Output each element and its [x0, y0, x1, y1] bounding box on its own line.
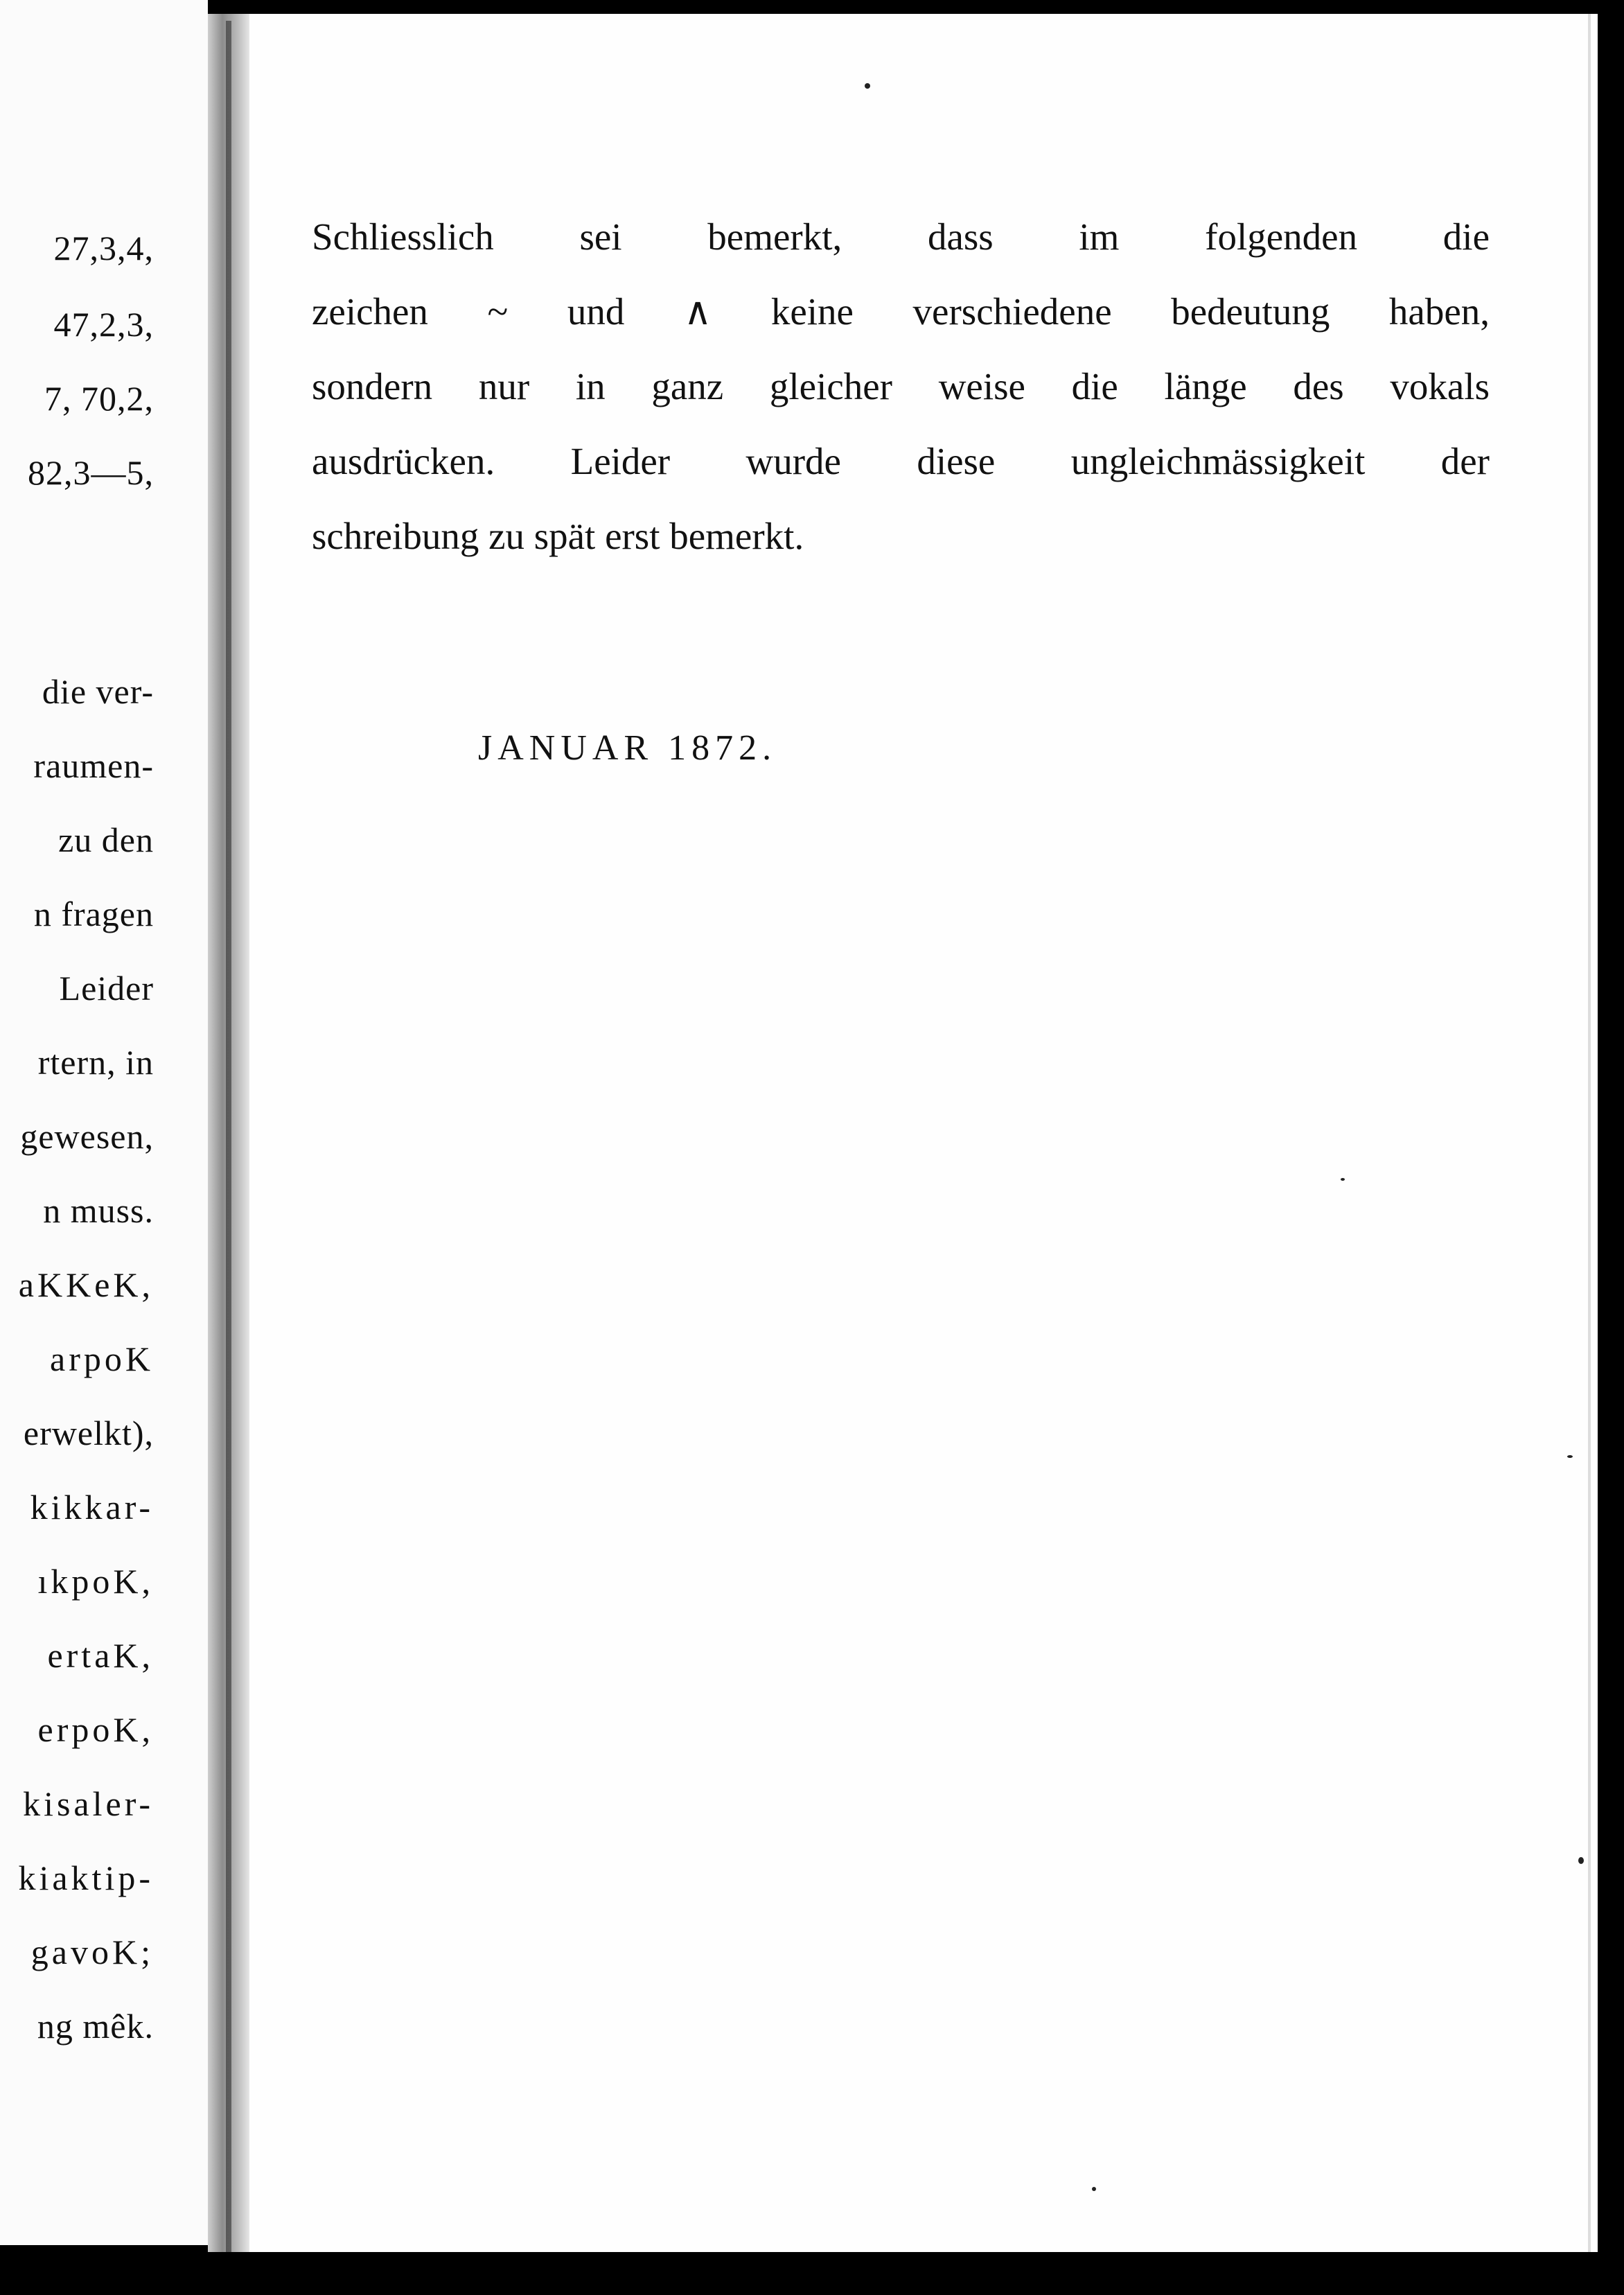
- right-page: [249, 14, 1594, 2252]
- left-page-line: zu den: [58, 820, 154, 859]
- left-page-line: ng mêk.: [37, 2007, 154, 2046]
- scan-speck: [1567, 1455, 1573, 1458]
- left-page-line: ıkpoK,: [37, 1562, 154, 1601]
- left-page-line: 27,3,4,: [53, 229, 154, 267]
- page-edge: [1588, 14, 1598, 2252]
- left-page: [0, 0, 208, 2245]
- left-page-line: kikkar-: [30, 1488, 154, 1527]
- scan-speck: [1092, 2187, 1096, 2191]
- paragraph-line: zeichen ~ und ∧ keine verschiedene bedeutung haben,: [312, 290, 1490, 333]
- left-page-line: Leider: [59, 969, 154, 1008]
- paragraph-line: sondern nur in ganz gleicher weise die länge des vokals: [312, 365, 1490, 407]
- paragraph-line: schreibung zu spät erst bemerkt.: [312, 515, 804, 557]
- closing-paragraph: [312, 200, 1490, 574]
- date-line: JANUAR 1872.: [478, 728, 777, 768]
- scan-speck: [1578, 1857, 1584, 1864]
- left-page-line: raumen-: [33, 746, 154, 785]
- left-page-line: 7, 70,2,: [44, 379, 154, 418]
- left-page-line: gavoK;: [30, 1933, 154, 1971]
- paragraph-line: Schliesslich sei bemerkt, dass im folgenden die: [312, 216, 1490, 258]
- left-page-line: arpoK: [50, 1339, 154, 1378]
- left-page-line: erwelkt),: [23, 1414, 154, 1452]
- left-page-line: n muss.: [43, 1191, 154, 1230]
- scan-speck: [1341, 1178, 1345, 1181]
- left-page-line: kiaktip-: [18, 1858, 154, 1897]
- left-page-line: kisaler-: [23, 1784, 154, 1823]
- left-page-line: rtern, in: [37, 1043, 154, 1082]
- left-page-line: die ver-: [42, 672, 154, 711]
- left-page-line: aKKeK,: [18, 1265, 154, 1304]
- gutter-shadow: [226, 21, 231, 2252]
- left-page-line: gewesen,: [20, 1117, 154, 1156]
- left-page-line: 47,2,3,: [53, 305, 154, 344]
- scan-speck: [865, 83, 870, 89]
- left-page-line: n fragen: [33, 895, 154, 933]
- left-page-line: 82,3—5,: [28, 453, 154, 492]
- paragraph-line: ausdrücken. Leider wurde diese ungleichmässigkeit der: [312, 440, 1490, 482]
- left-page-line: erpoK,: [37, 1710, 154, 1749]
- left-page-line: ertaK,: [47, 1636, 154, 1675]
